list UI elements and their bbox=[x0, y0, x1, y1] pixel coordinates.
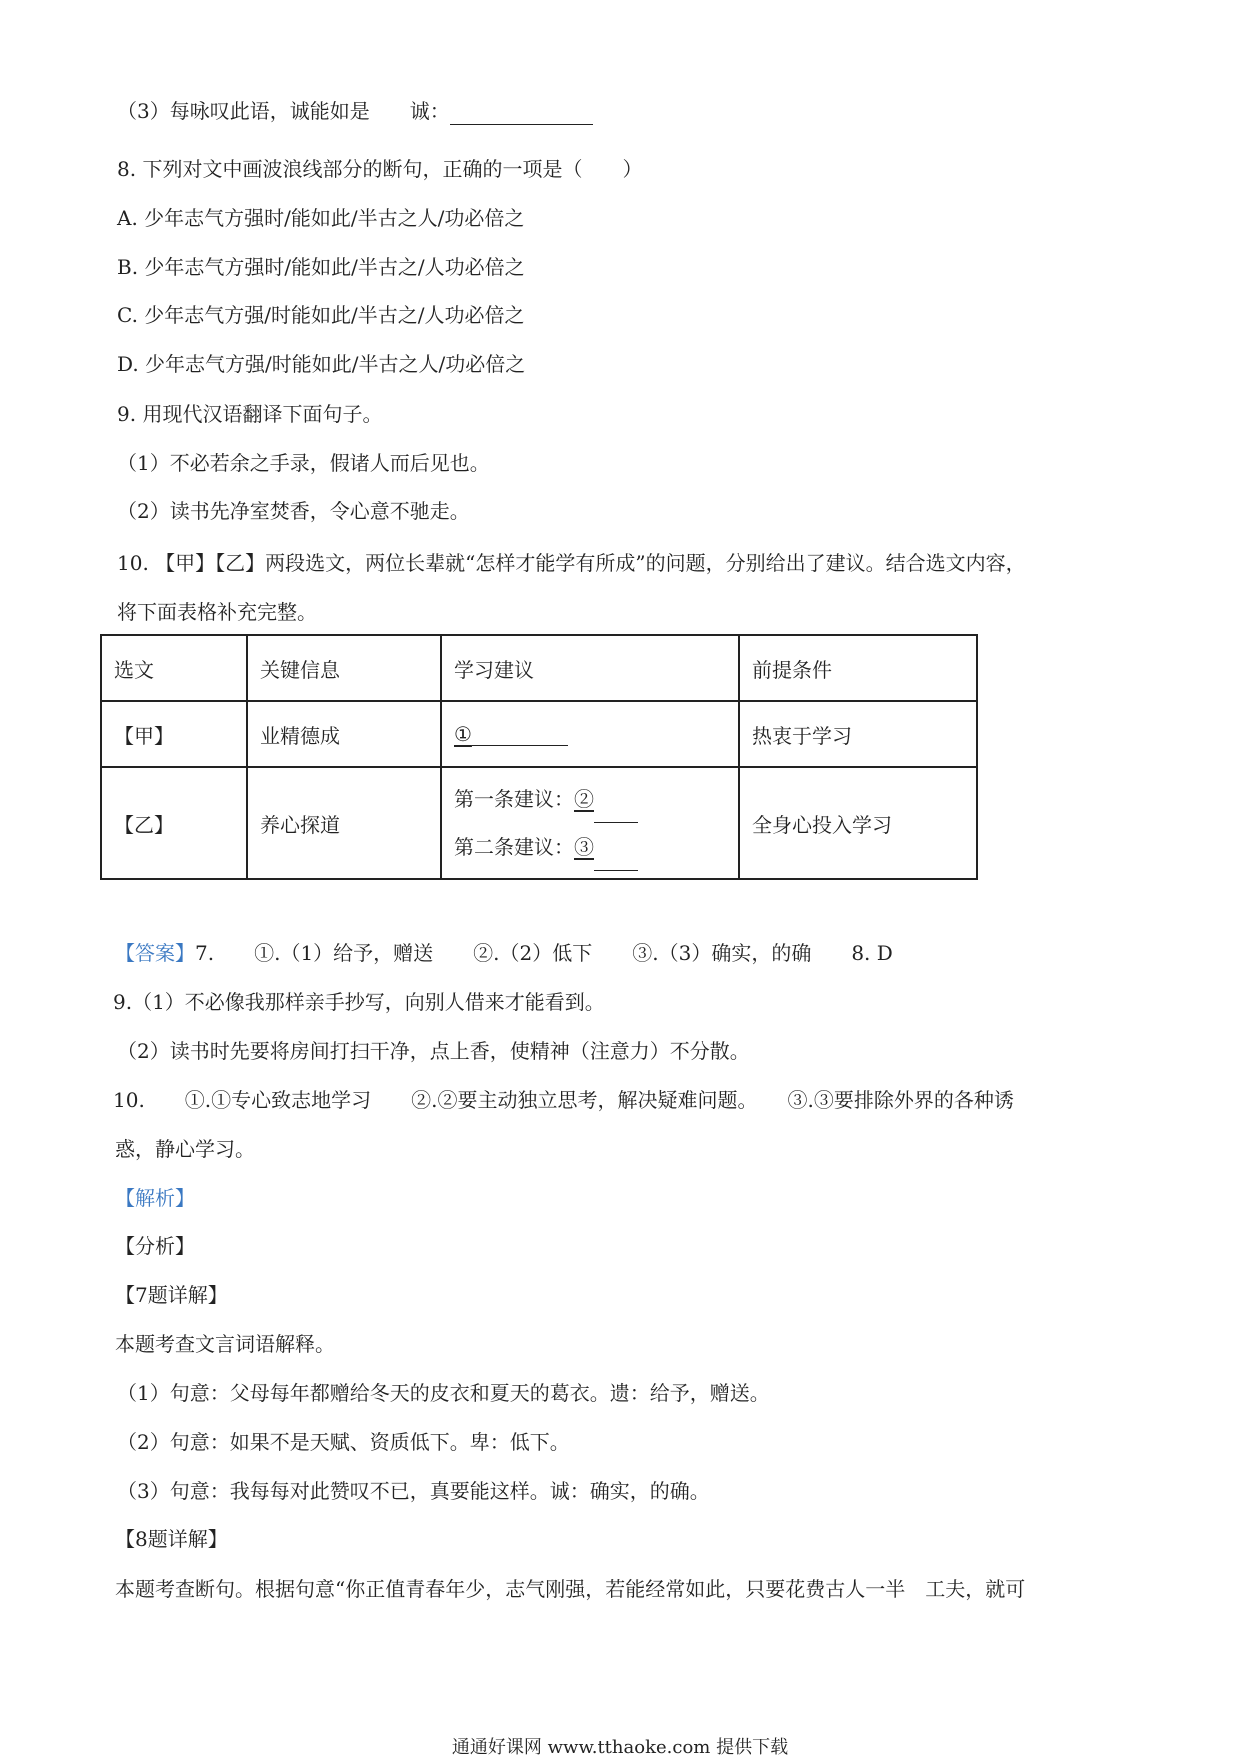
answer-blank bbox=[594, 804, 638, 823]
q7-detail-intro: 本题考查文言词语解释。 bbox=[115, 1332, 335, 1356]
table-cell: 业精德成 bbox=[247, 701, 441, 767]
q10-stem-line1: 10. 【甲】【乙】两段选文，两位长辈就“怎样才能学有所成”的问题，分别给出了建议。结合选文内容， bbox=[117, 551, 1026, 575]
table-cell: 【乙】 bbox=[101, 767, 247, 879]
q7-item-3: （3）每咏叹此语，诚能如是 诚： bbox=[117, 97, 593, 125]
header-cell: 学习建议 bbox=[441, 635, 739, 701]
answer-table bbox=[100, 634, 978, 880]
q10-stem-line2: 将下面表格补充完整。 bbox=[117, 600, 317, 624]
answer-blank bbox=[472, 727, 568, 746]
q9-item-1: （1）不必若余之手录，假诸人而后见也。 bbox=[117, 451, 490, 475]
q8-detail-text: 本题考查断句。根据句意“你正值青春年少，志气刚强，若能经常如此，只要花费古人一半 工夫，就可 bbox=[115, 1577, 1026, 1601]
q7-detail-line: （1）句意：父母每年都赠给冬天的皮衣和夏天的葛衣。遗：给予，赠送。 bbox=[117, 1381, 770, 1405]
q8-option-b: B. 少年志气方强时/能如此/半古之/人功必倍之 bbox=[117, 255, 525, 279]
answer-blank bbox=[450, 104, 593, 125]
table-cell: 全身心投入学习 bbox=[739, 767, 977, 879]
table-cell: 养心探道 bbox=[247, 767, 441, 879]
q9-item-2: （2）读书先净室焚香，令心意不驰走。 bbox=[117, 499, 470, 523]
q7-detail-line: （2）句意：如果不是天赋、资质低下。卑：低下。 bbox=[117, 1430, 570, 1454]
table-row bbox=[101, 767, 977, 879]
q7-detail-line: （3）句意：我每每对此赞叹不已，真要能这样。诚：确实，的确。 bbox=[117, 1479, 710, 1503]
table-cell: 热衷于学习 bbox=[739, 701, 977, 767]
analysis-subheading: 【分析】 bbox=[115, 1234, 195, 1258]
table-cell: 【甲】 bbox=[101, 701, 247, 767]
header-cell: 关键信息 bbox=[247, 635, 441, 701]
table-header-row bbox=[101, 635, 977, 701]
table-cell: ① bbox=[441, 701, 739, 767]
header-cell: 选文 bbox=[101, 635, 247, 701]
answer-line-5: 惑，静心学习。 bbox=[115, 1137, 255, 1161]
answer-line-1: 【答案】7. ①.（1）给予，赠送 ②.（2）低下 ③.（3）确实，的确 8. D bbox=[115, 941, 893, 965]
table-cell: 第一条建议：② 第二条建议：③ bbox=[441, 767, 739, 879]
answer-label: 【答案】 bbox=[115, 941, 195, 965]
q8-option-d: D. 少年志气方强/时能如此/半古之人/功必倍之 bbox=[117, 352, 526, 376]
header-cell: 前提条件 bbox=[739, 635, 977, 701]
answer-line-3: （2）读书时先要将房间打扫干净，点上香，使精神（注意力）不分散。 bbox=[117, 1039, 750, 1063]
answer-line-2: 9.（1）不必像我那样亲手抄写，向别人借来才能看到。 bbox=[113, 990, 605, 1014]
q8-detail-heading: 【8题详解】 bbox=[115, 1527, 228, 1551]
answer-blank bbox=[594, 852, 638, 871]
q8-option-c: C. 少年志气方强/时能如此/半古之/人功必倍之 bbox=[117, 303, 525, 327]
table-row bbox=[101, 701, 977, 767]
analysis-label: 【解析】 bbox=[115, 1186, 195, 1210]
page-footer: 通通好课网 www.tthaoke.com 提供下载 bbox=[451, 1737, 789, 1758]
answer-line-4: 10. ①.①专心致志地学习 ②.②要主动独立思考，解决疑难问题。 ③.③要排除外界的各种诱 bbox=[113, 1088, 1014, 1112]
q8-stem: 8. 下列对文中画波浪线部分的断句，正确的一项是（ ） bbox=[117, 157, 643, 181]
q7-detail-heading: 【7题详解】 bbox=[115, 1283, 228, 1307]
q9-stem: 9. 用现代汉语翻译下面句子。 bbox=[117, 402, 383, 426]
q8-option-a: A. 少年志气方强时/能如此/半古之人/功必倍之 bbox=[117, 206, 525, 230]
